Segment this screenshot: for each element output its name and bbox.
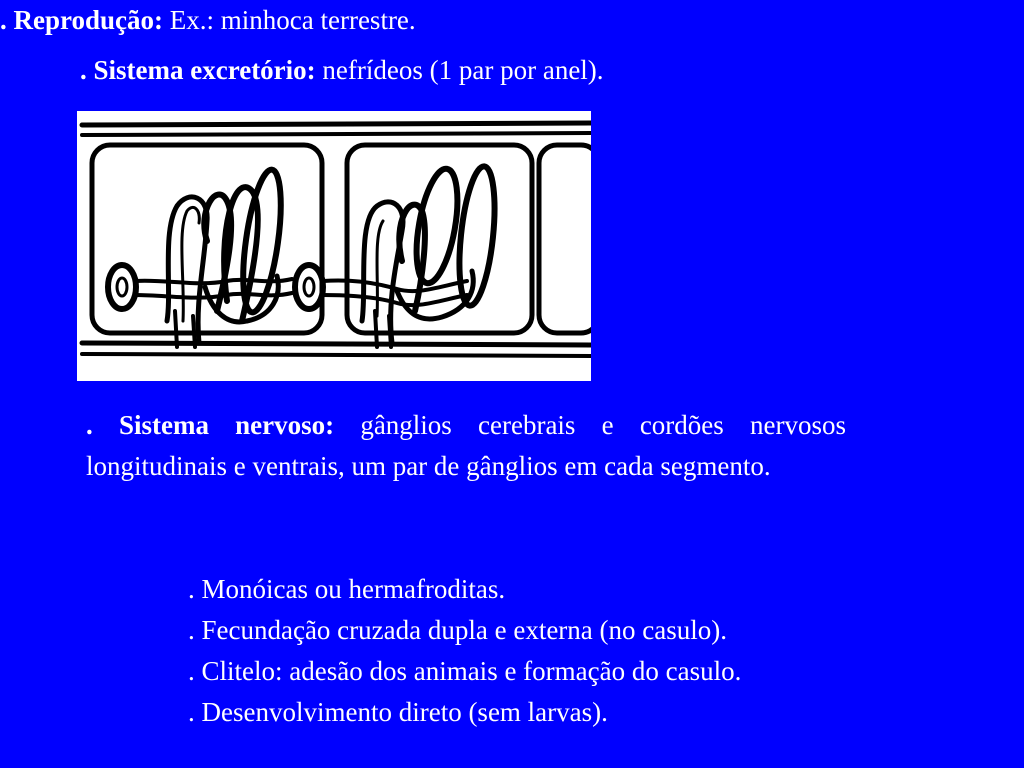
- reproduction-line: [0, 0, 1024, 41]
- reproduction-item: . Fecundação cruzada dupla e externa (no casulo).: [188, 615, 727, 645]
- nervous-text: gânglios cerebrais e cordões nervosos longitudinais e ventrais, um par de gânglios em cada segmento.: [86, 410, 846, 481]
- excretory-line: [80, 54, 604, 86]
- reproduction-item: . Clitelo: adesão dos animais e formação do casulo.: [188, 656, 742, 686]
- excretory-text: nefrídeos (1 par por anel).: [315, 55, 604, 85]
- nervous-heading: . Sistema nervoso:: [86, 410, 335, 440]
- reproduction-item: . Desenvolvimento direto (sem larvas).: [188, 697, 608, 727]
- reproduction-item: . Monóicas ou hermafroditas.: [188, 574, 506, 604]
- excretory-heading: . Sistema excretório:: [80, 55, 316, 85]
- reproduction-text: Ex.: minhoca terrestre.: [163, 5, 416, 35]
- nephridia-figure: [77, 111, 591, 381]
- nephridia-diagram-icon: [77, 111, 591, 381]
- nervous-paragraph: [86, 405, 846, 487]
- reproduction-heading: . Reprodução:: [0, 5, 164, 35]
